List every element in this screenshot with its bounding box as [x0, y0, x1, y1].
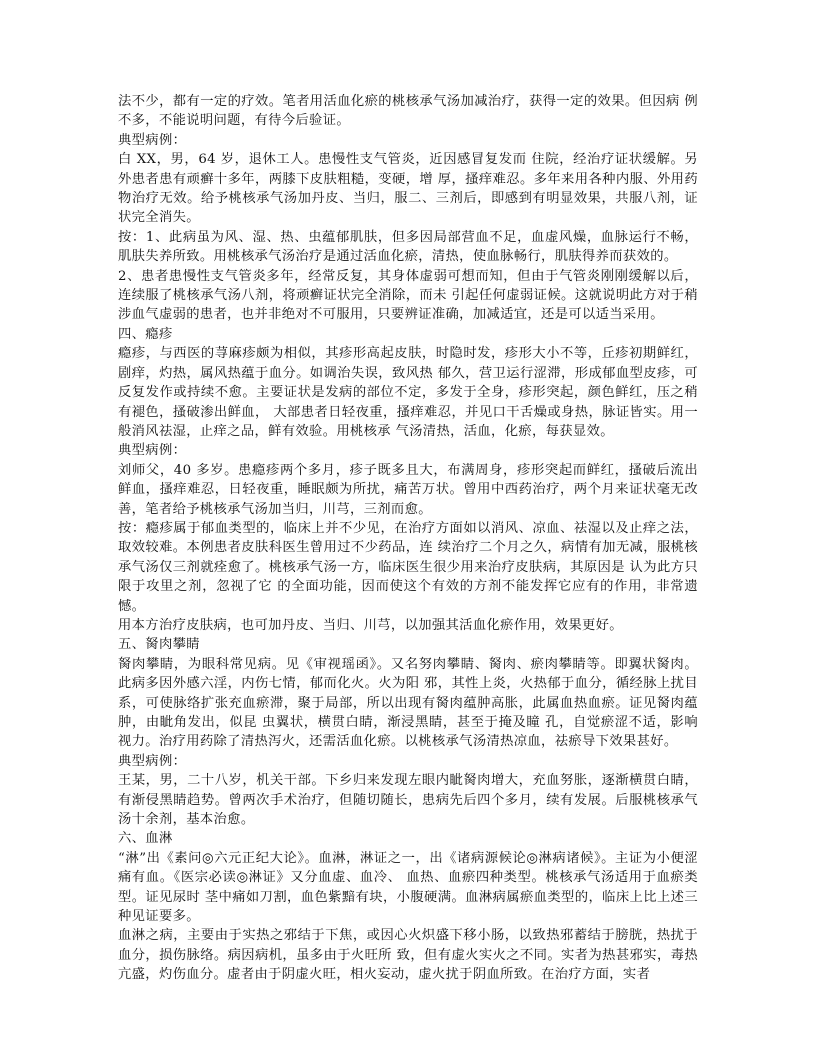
case-heading: 典型病例：: [118, 753, 187, 769]
commentary-paragraph: 2、患者患慢性支气管炎多年，经常反复，其身体虚弱可想而知，但由于气管炎刚刚缓解以后，连续服了桃核承气汤八剂，将顽癣证状完全消除，而未 引起任何虚弱证候。这就说明此方对于稍涉血气虚弱的患者，也并非绝对不可服用，只要辨证准确，加减适宜，还是可以适当采用。: [118, 268, 698, 323]
case-paragraph: 王某，男，二十八岁，机关干部。下乡归来发现左眼内眦胬肉增大，充血努胀，逐渐横贯白睛，有渐侵黑睛趋势。曾两次手术治疗，但随切随长，患病先后四个多月，续有发展。后服桃核承气汤十余剂，基本治愈。: [118, 773, 698, 828]
body-paragraph: 瘾疹，与西医的荨麻疹颇为相似，其疹形高起皮肤，时隐时发，疹形大小不等，丘疹初期鲜红，剧痒，灼热，属风热蕴于血分。如调治失误，致风热 郁久，营卫运行涩滞，形成郁血型皮疹，可反复发作或持续不愈。主要证状是发病的部位不定，多发于全身，疹形突起，颜色鲜红，压之稍有褪色，搔破渗出鲜血， 大部患者日轻夜重，搔痒难忍，并见口干舌燥或身热，脉证皆实。用一般消风祛湿，止痒之品，鲜有效验。用桃核承 气汤清热，活血，化瘀，每获显效。: [118, 346, 698, 439]
document-page: [118, 92, 698, 985]
body-paragraph: 用本方治疗皮肤病，也可加丹皮、当归、川芎，以加强其活血化瘀作用，效果更好。: [118, 617, 623, 633]
body-paragraph: 血淋之病，主要由于实热之邪结于下焦，或因心火炽盛下移小肠，以致热邪蓄结于膀胱，热扰于血分，损伤脉络。病因病机，虽多由于火旺所 致，但有虚火实火之不同。实者为热甚邪实，毒热亢盛，灼伤血分。虚者由于阴虚火旺，相火妄动，虚火扰于阴血所致。在治疗方面，实者: [118, 928, 698, 983]
section-heading-blood-strangury: 六、血淋: [118, 831, 173, 847]
body-paragraph: “淋”出《素问◎六元正纪大论》。血淋，淋证之一，出《诸病源候论◎淋病诸候》。主证为小便涩痛有血。《医宗必读◎淋证》又分血虚、血冷、 血热、血瘀四种类型。桃核承气汤适用于血瘀类型。证见尿时 茎中痛如刀割，血色紫黯有块，小腹硬满。血淋病属瘀血类型的，临床上比上述三种见证要多。: [118, 850, 698, 925]
case-heading: 典型病例：: [118, 132, 187, 148]
case-heading: 典型病例：: [118, 443, 187, 459]
section-heading-pterygium: 五、胬肉攀睛: [118, 637, 200, 653]
commentary-paragraph: 按：瘾疹属于郁血类型的，临床上并不少见，在治疗方面如以消风、凉血、祛湿以及止痒之法，取效较难。本例患者皮肤科医生曾用过不少药品，连 续治疗二个月之久，病情有加无减，服桃核承气汤仅三剂就痊愈了。桃核承气汤一方，临床医生很少用来治疗皮肤病，其原因是 认为此方只限于攻里之剂，忽视了它 的全面功能，因而使这个有效的方剂不能发挥它应有的作用，非常遗憾。: [118, 520, 698, 614]
case-paragraph: 白 XX，男，64 岁，退休工人。患慢性支气管炎，近因感冒复发而 住院，经治疗证状缓解。另外患者患有顽癣十多年，两膝下皮肤粗糙，变硬，增 厚，搔痒难忍。多年来用各种内服、外用药物治疗无效。给予桃核承气汤加丹皮、当归，服二、三剂后，即感到有明显效果，共服八剂，证状完全消失。: [118, 152, 698, 226]
section-heading-urticaria: 四、瘾疹: [118, 326, 173, 342]
commentary-paragraph: 按：1、此病虽为风、湿、热、虫蕴郁肌肤，但多因局部营血不足，血虚风燥，血脉运行不畅，肌肤失养所致。用桃核承气汤治疗是通过活血化瘀，清热，使血脉畅行，肌肤得养而获效的。: [118, 229, 698, 265]
case-paragraph: 刘师父，40 多岁。患瘾疹两个多月，疹子既多且大，布满周身，疹形突起而鲜红，搔破后流出鲜血，搔痒难忍，日轻夜重，睡眠颇为所扰，痛苦万状。曾用中西药治疗，两个月来证状毫无改善，笔者给予桃核承气汤加当归，川芎，三剂而愈。: [118, 462, 698, 517]
body-paragraph: 胬肉攀睛，为眼科常见病。见《审视瑶函》。又名努肉攀睛、胬肉、瘀肉攀睛等。即翼状胬肉。此病多因外感六淫，内伤七情，郁而化火。火为阳 邪，其性上炎，火热郁于血分，循经脉上扰目系，可使脉络扩张充血瘀滞，聚于局部，所以出现有胬肉蕴肿高胀，此属血热血瘀。证见胬肉蕴肿，由眦角发出，似昆 虫翼状，横贯白睛，渐浸黑睛，甚至于掩及瞳 孔，自觉瘀涩不适，影响视力。治疗用药除了清热泻火，还需活血化瘀。以桃核承气汤清热凉血，祛瘀导下效果甚好。: [118, 656, 698, 750]
paragraph-intro-continuation: 法不少，都有一定的疗效。笔者用活血化瘀的桃核承气汤加减治疗，获得一定的效果。但因病 例不多，不能说明问题，有待今后验证。: [118, 94, 698, 129]
